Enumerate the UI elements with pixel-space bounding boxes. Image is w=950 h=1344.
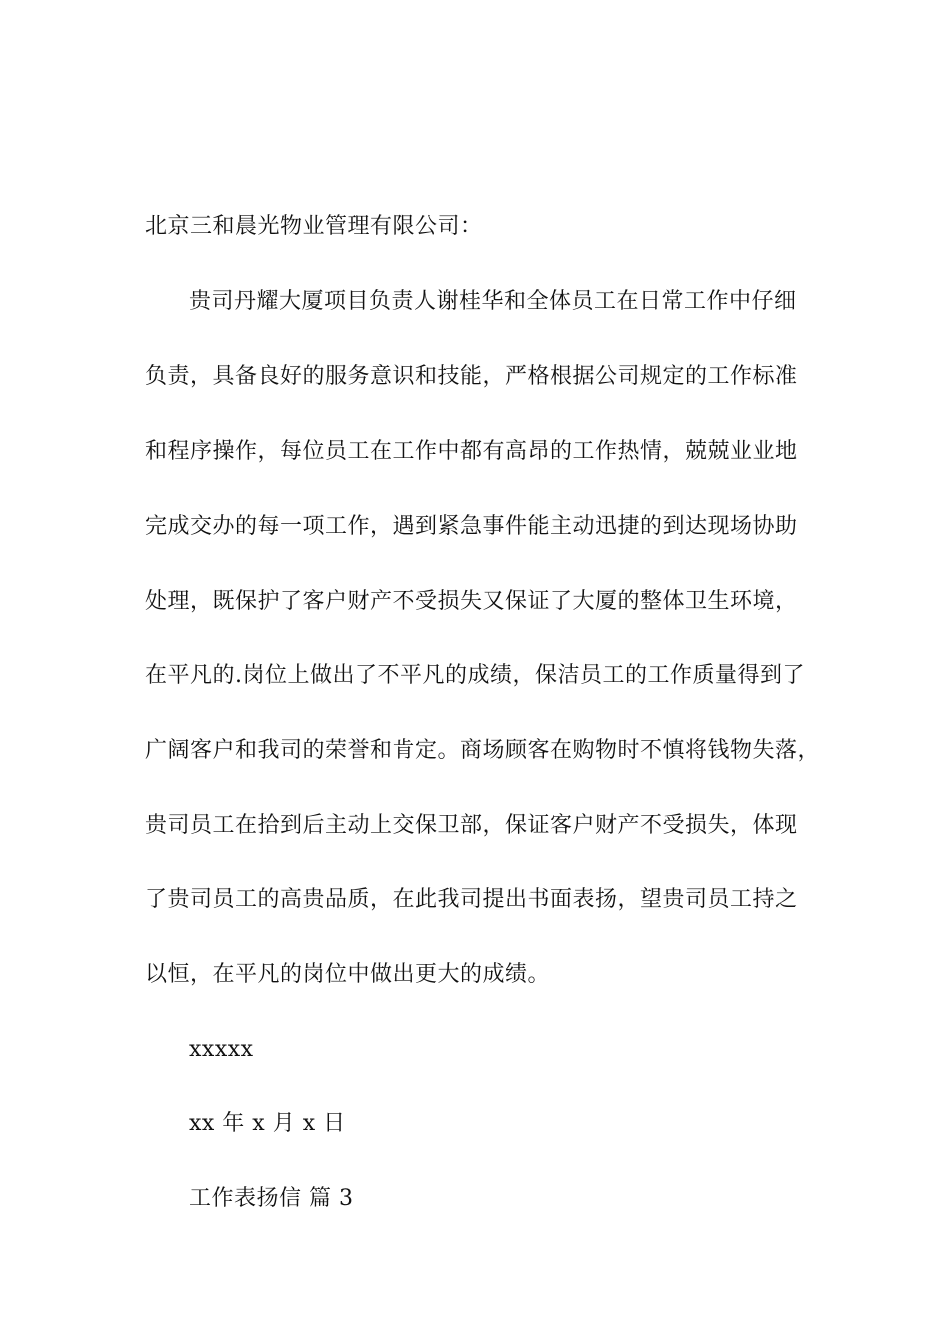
- body-line: 贵司员工在拾到后主动上交保卫部，保证客户财产不受损失，体现: [145, 813, 798, 838]
- body-line: 以恒，在平凡的岗位中做出更大的成绩。: [145, 962, 551, 987]
- body-line: 贵司丹耀大厦项目负责人谢桂华和全体员工在日常工作中仔细: [189, 289, 797, 314]
- signature: xxxxx: [189, 1037, 254, 1062]
- body-line: 广阔客户和我司的荣誉和肯定。商场顾客在购物时不慎将钱物失落，: [145, 738, 821, 763]
- salutation: 北京三和晨光物业管理有限公司：: [145, 214, 483, 239]
- body-line: 了贵司员工的高贵品质，在此我司提出书面表扬，望贵司员工持之: [145, 887, 798, 912]
- body-line: 完成交办的每一项工作，遇到紧急事件能主动迅捷的到达现场协助: [145, 514, 798, 539]
- body-line: 负责，具备良好的服务意识和技能，严格根据公司规定的工作标准: [145, 364, 798, 389]
- date: xx 年 x 月 x 日: [189, 1111, 346, 1136]
- body-line: 在平凡的.岗位上做出了不平凡的成绩，保洁员工的工作质量得到了: [145, 663, 805, 688]
- body-line: 和程序操作，每位员工在工作中都有高昂的工作热情，兢兢业业地: [145, 439, 798, 464]
- section-heading: 工作表扬信 篇 3: [189, 1186, 354, 1211]
- body-line: 处理，既保护了客户财产不受损失又保证了大厦的整体卫生环境，: [145, 589, 798, 614]
